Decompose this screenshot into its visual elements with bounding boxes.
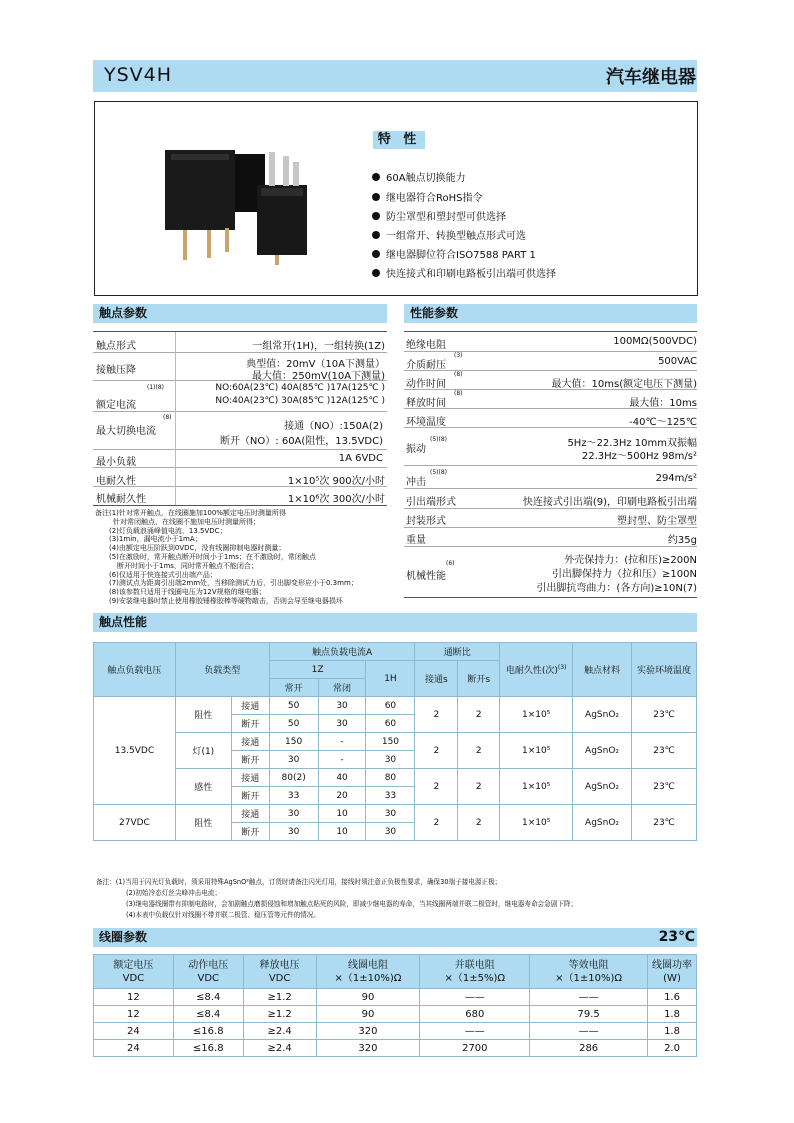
coil-col: 额定电压 VDC [94,955,174,989]
col-nc: 常闭 [318,679,366,697]
perf-value: 500VAC [658,356,697,367]
col-off: 断开s [458,661,500,697]
bullet-icon [372,269,380,277]
coil-table [93,954,697,1057]
perf-label: 引出端形式 [406,497,456,508]
col-1h: 1H [366,661,415,697]
table-row: 13.5VDC 阻性 接通 50 30 60 2 2 1×10⁵ AgSnO₂ 23℃ [94,697,697,715]
perf-value: -40℃～125℃ [629,417,697,428]
perf-value: 引出脚抗弯曲力：(各方向)≥10N(7) [536,583,697,594]
bullet-icon [372,212,380,220]
perf-label: 振动 [406,444,426,455]
param-value: 最大值：250mV(10A下测量) [251,371,385,382]
contact-perf-notes: 备注：(1)当用于闪光灯负载时，须采用特殊AgSnO²触点，订货时请备注闪光灯用，接线时须注意正负极性要求，确保30端子接电源正极； (2)初始冷态灯丝尖峰冲击电流； (3)继电器线圈带有抑制电路时，会加剧触点磨损侵蚀和增加触点粘死的风险，即减少继电器的寿命，当其线圈两端并联二极管时，继电器寿命会急剧下降； (4)本表中负载仅针对线圈不带并联二极管、稳压管等元件的情况。 [96,878,578,919]
perf-value: 约35g [667,535,697,546]
bullet-icon [372,173,380,181]
col-current: 触点负载电流A [269,643,415,661]
coil-col: 线圈电阻 ×（1±10%)Ω [316,955,420,989]
coil-col: 等效电阻 ×（1±10%)Ω [530,955,648,989]
bullet-icon [372,231,380,239]
table-row: 24 ≤16.8 ≥2.4 320 2700 286 2.0 [94,1040,697,1057]
perf-value: 快连接式引出端(9)，印刷电路板引出端 [522,497,697,508]
col-1z: 1Z [269,661,366,679]
feature-item: 继电器脚位符合ISO7588 PART 1 [372,246,536,261]
perf-label: 环境温度 [406,417,446,428]
col-temp: 实验环境温度 [632,643,697,697]
table-row: 感性 接通 80(2) 40 80 2 2 1×10⁵ AgSnO₂ 23℃ [94,769,697,787]
perf-label: 机械性能 [406,571,446,582]
model-title: YSV4H [104,64,173,86]
col-voltage: 触点负载电压 [94,643,176,697]
param-label: 接触压降 [96,365,136,376]
param-label: 最大切换电流 [96,426,156,437]
param-value: 接通（NO）:150A(2) [284,421,383,432]
category-title: 汽车继电器 [606,67,696,88]
perf-sup: (8) [454,390,463,397]
param-value: NO:60A(23℃) 40A(85℃ )17A(125℃ ) [215,383,385,393]
perf-label: 释放时间 [406,398,446,409]
perf-value: 22.3Hz～500Hz 98m/s² [581,451,697,462]
coil-col: 并联电阻 ×（1±5%)Ω [420,955,530,989]
coil-col: 线圈功率 (W) [648,955,697,989]
table-row: 断开 33 20 33 [94,787,697,805]
table-row: 断开 30 10 30 [94,823,697,841]
param-label: 最小负载 [96,457,136,468]
contact-perf-table [93,642,697,841]
perf-value: 最大值：10ms [629,398,697,409]
perf-value: 引出脚保持力（拉和压）≥100N [552,569,697,580]
features-title: 特 性 [373,131,425,149]
performance-title: 性能参数 [404,304,697,323]
param-value: NO:40A(23℃) 30A(85℃ )12A(125℃ ) [215,396,385,406]
col-material: 触点材料 [573,643,632,697]
perf-label: 封装形式 [406,516,446,527]
perf-value: 最大值：10ms(额定电压下测量) [551,379,697,390]
feature-item: 一组常开、转换型触点形式可选 [372,227,526,242]
contact-notes: 备注(1)针对常开触点，在线圈施加100%额定电压时测量所得 针对常闭触点，在线圈不施加电压时测量所得； (2)灯负载浪涌峰值电流，13.5VDC； (3)1min，漏电流小于1mA； (4)由额定电压阶跃到0VDC，没有线圈抑制电器时测量； (5)在激励时，常开触点断开时间小于1ms；在不激励时，常闭触点 断开时间小于1ms，同时常开触点不能闭合； (6)仅适用于快连接式引出端产品； (7)测试点为距离引出端2mm处，当移除测试力后，引出脚变形应小于0.3mm； (8)该参数只适用于线圈电压为12V规格的继电器； (9)安装继电器时禁止使用橡胶锤橡胶棒等硬物敲击，否则会导至继电器损坏 [95,509,358,605]
param-label: 电耐久性 [96,476,136,487]
relay-photo [165,140,310,265]
feature-item: 快连接式和印刷电路板引出端可供选择 [372,265,556,280]
param-label: 触点形式 [96,341,136,352]
contact-perf-title: 触点性能 [93,613,697,632]
coil-temp: 23℃ [658,929,695,945]
col-ratio: 通断比 [415,643,500,661]
perf-value: 外壳保持力：(拉和压)≥200N [564,555,697,566]
param-sup: (8) [163,414,172,421]
perf-sup: (5)(8) [430,436,447,443]
table-row: 24 ≤16.8 ≥2.4 320 —— —— 1.8 [94,1023,697,1040]
coil-col: 动作电压 VDC [173,955,243,989]
feature-item: 60A触点切换能力 [372,169,466,184]
feature-item: 继电器符合RoHS指令 [372,189,482,204]
param-value: 一组常开(1H)，一组转换(1Z) [252,341,385,352]
col-type: 负载类型 [175,643,269,697]
bullet-icon [372,250,380,258]
col-life: 电耐久性(次)$^{(3)}$ [500,643,573,697]
perf-label: 冲击 [406,477,426,488]
perf-sup: (6) [446,560,455,567]
perf-label: 绝缘电阻 [406,340,446,351]
param-label: 额定电流 [96,400,136,411]
param-sup: (1)(8) [147,384,164,391]
table-row: 12 ≤8.4 ≥1.2 90 —— —— 1.6 [94,989,697,1006]
perf-sup: (3) [454,352,463,359]
perf-value: 塑封型、防尘罩型 [617,516,697,527]
col-no: 常开 [269,679,318,697]
perf-value: 100MΩ(500VDC) [613,336,697,347]
coil-col: 释放电压 VDC [243,955,316,989]
perf-value: 5Hz～22.3Hz 10mm双振幅 [567,438,697,449]
param-label: 机械耐久性 [96,494,146,505]
col-on: 接通s [415,661,458,697]
perf-label: 介质耐压 [406,360,446,371]
perf-sup: (8) [454,371,463,378]
perf-label: 动作时间 [406,379,446,390]
contact-params-title: 触点参数 [93,304,387,323]
table-row: 断开 30 - 30 [94,751,697,769]
table-row: 12 ≤8.4 ≥1.2 90 680 79.5 1.8 [94,1006,697,1023]
param-value: 典型值：20mV（10A下测量） [246,359,385,370]
perf-sup: (5)(8) [430,469,447,476]
perf-value: 294m/s² [655,473,697,484]
table-row: 断开 50 30 60 [94,715,697,733]
perf-label: 重量 [406,535,426,546]
table-row: 灯(1) 接通 150 - 150 2 2 1×10⁵ AgSnO₂ 23℃ [94,733,697,751]
param-value: 断开（NO）: 60A(阻性，13.5VDC) [219,436,383,447]
param-value: 1A 6VDC [338,453,383,464]
bullet-icon [372,193,380,201]
param-value: 1×10⁶次 300次/小时 [287,494,385,505]
coil-title: 线圈参数 [93,928,697,947]
feature-item: 防尘罩型和塑封型可供选择 [372,208,506,223]
table-row: 27VDC 阻性 接通 30 10 30 2 2 1×10⁵ AgSnO₂ 23℃ [94,805,697,823]
param-value: 1×10⁵次 900次/小时 [287,476,385,487]
